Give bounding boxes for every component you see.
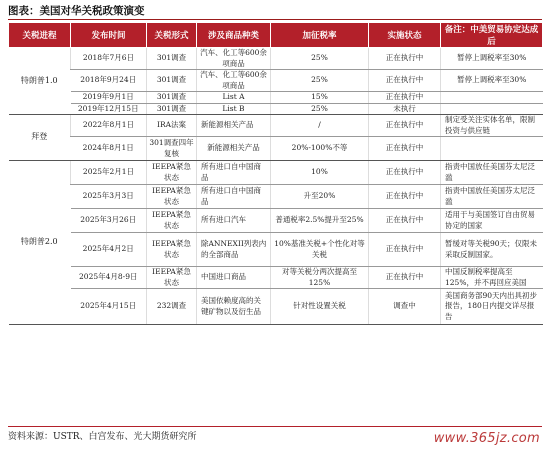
- note-cell: 中国反制税率提高至125%，并不再回应美国: [441, 267, 543, 289]
- table-row: [9, 70, 543, 92]
- date-cell: 2025年3月3日: [71, 185, 147, 209]
- column-header: 涉及商品种类: [197, 23, 271, 48]
- table-row: [9, 267, 543, 289]
- table-row: [9, 185, 543, 209]
- goods-cell: 所有进口自中国商品: [197, 161, 271, 185]
- note-cell: [441, 92, 543, 104]
- table-header-row: [9, 23, 543, 48]
- column-header: 发布时间: [71, 23, 147, 48]
- policy-period-cell: 拜登: [9, 115, 71, 161]
- goods-cell: 所有进口自中国商品: [197, 185, 271, 209]
- form-cell: 301调查: [147, 103, 197, 115]
- form-cell: 301调查: [147, 48, 197, 70]
- form-cell: IRA法案: [147, 115, 197, 137]
- goods-cell: List A: [197, 92, 271, 104]
- note-cell: [441, 137, 543, 161]
- note-cell: 暂缓对等关税90天；仅限未采取反制国家。: [441, 233, 543, 267]
- column-header: 加征税率: [271, 23, 369, 48]
- table-row: [9, 137, 543, 161]
- table-row: [9, 115, 543, 137]
- date-cell: 2022年8月1日: [71, 115, 147, 137]
- status-cell: 未执行: [369, 103, 441, 115]
- table-row: [9, 233, 543, 267]
- note-cell: 暂停上调税率至30%: [441, 48, 543, 70]
- status-cell: 正在执行中: [369, 267, 441, 289]
- note-cell: 美国商务部90天内出具初步报告，180日内提交详尽报告: [441, 289, 543, 325]
- date-cell: 2025年4月8-9日: [71, 267, 147, 289]
- note-cell: 指责中国放任美国芬太尼泛滥: [441, 161, 543, 185]
- date-cell: 2025年2月1日: [71, 161, 147, 185]
- status-cell: 正在执行中: [369, 70, 441, 92]
- date-cell: 2025年4月15日: [71, 289, 147, 325]
- date-cell: 2025年4月2日: [71, 233, 147, 267]
- rate-cell: 10%基准关税+个性化对等关税: [271, 233, 369, 267]
- date-cell: 2018年9月24日: [71, 70, 147, 92]
- table-row: [9, 92, 543, 104]
- column-header: 备注：中美贸易协定达成后: [441, 23, 543, 48]
- rate-cell: 对等关税分两次提高至125%: [271, 267, 369, 289]
- column-header: 关税形式: [147, 23, 197, 48]
- form-cell: IEEPA紧急状态: [147, 267, 197, 289]
- form-cell: 301调查: [147, 92, 197, 104]
- date-cell: 2019年9月1日: [71, 92, 147, 104]
- rate-cell: 15%: [271, 92, 369, 104]
- form-cell: IEEPA紧急状态: [147, 233, 197, 267]
- status-cell: 正在执行中: [369, 233, 441, 267]
- figure-title: [8, 3, 542, 20]
- status-cell: 正在执行中: [369, 115, 441, 137]
- note-cell: 暂停上调税率至30%: [441, 70, 543, 92]
- watermark: www.365jz.com: [433, 431, 540, 446]
- form-cell: IEEPA紧急状态: [147, 185, 197, 209]
- rate-cell: 25%: [271, 103, 369, 115]
- goods-cell: 美国依赖度高的关键矿物以及衍生品: [197, 289, 271, 325]
- table-row: [9, 209, 543, 233]
- column-header: 关税进程: [9, 23, 71, 48]
- table-row: [9, 48, 543, 70]
- policy-period-cell: 特朗普1.0: [9, 48, 71, 115]
- date-cell: 2024年8月1日: [71, 137, 147, 161]
- form-cell: 301调查: [147, 70, 197, 92]
- note-cell: 指责中国放任美国芬太尼泛滥: [441, 185, 543, 209]
- table-row: [9, 103, 543, 115]
- status-cell: 调查中: [369, 289, 441, 325]
- form-cell: IEEPA紧急状态: [147, 209, 197, 233]
- table-row: [9, 161, 543, 185]
- policy-period-cell: 特朗普2.0: [9, 161, 71, 325]
- form-cell: 232调查: [147, 289, 197, 325]
- column-header: 实施状态: [369, 23, 441, 48]
- goods-cell: 中国进口商品: [197, 267, 271, 289]
- goods-cell: 汽车、化工等600余项商品: [197, 70, 271, 92]
- source-note: 资料来源：USTR、白宫发布、光大期货研究所: [8, 432, 197, 442]
- note-cell: 适用于与美国签订自由贸易协定的国家: [441, 209, 543, 233]
- title-rule: [8, 19, 542, 21]
- source-rule: [8, 426, 542, 427]
- table-row: [9, 289, 543, 325]
- form-cell: 301调查四年复核: [147, 137, 197, 161]
- rate-cell: 针对性设置关税: [271, 289, 369, 325]
- rate-cell: 25%: [271, 70, 369, 92]
- rate-cell: 25%: [271, 48, 369, 70]
- goods-cell: 新能源相关产品: [197, 115, 271, 137]
- status-cell: 正在执行中: [369, 185, 441, 209]
- date-cell: 2019年12月15日: [71, 103, 147, 115]
- rate-cell: 升至20%: [271, 185, 369, 209]
- rate-cell: 20%-100%不等: [271, 137, 369, 161]
- rate-cell: 10%: [271, 161, 369, 185]
- goods-cell: 除ANNEXII列表内的全部商品: [197, 233, 271, 267]
- goods-cell: List B: [197, 103, 271, 115]
- figure-title-text: 图表：美国对华关税政策演变: [8, 5, 145, 17]
- rate-cell: /: [271, 115, 369, 137]
- rate-cell: 普通税率2.5%提升至25%: [271, 209, 369, 233]
- note-cell: 制定受关注实体名单，限制投资与供应链: [441, 115, 543, 137]
- goods-cell: 所有进口汽车: [197, 209, 271, 233]
- form-cell: IEEPA紧急状态: [147, 161, 197, 185]
- tariff-policy-table: [8, 22, 543, 325]
- status-cell: 正在执行中: [369, 137, 441, 161]
- status-cell: 正在执行中: [369, 161, 441, 185]
- date-cell: 2018年7月6日: [71, 48, 147, 70]
- status-cell: 正在执行中: [369, 92, 441, 104]
- status-cell: 正在执行中: [369, 209, 441, 233]
- goods-cell: 新能源相关产品: [197, 137, 271, 161]
- note-cell: [441, 103, 543, 115]
- date-cell: 2025年3月26日: [71, 209, 147, 233]
- goods-cell: 汽车、化工等600余项商品: [197, 48, 271, 70]
- status-cell: 正在执行中: [369, 48, 441, 70]
